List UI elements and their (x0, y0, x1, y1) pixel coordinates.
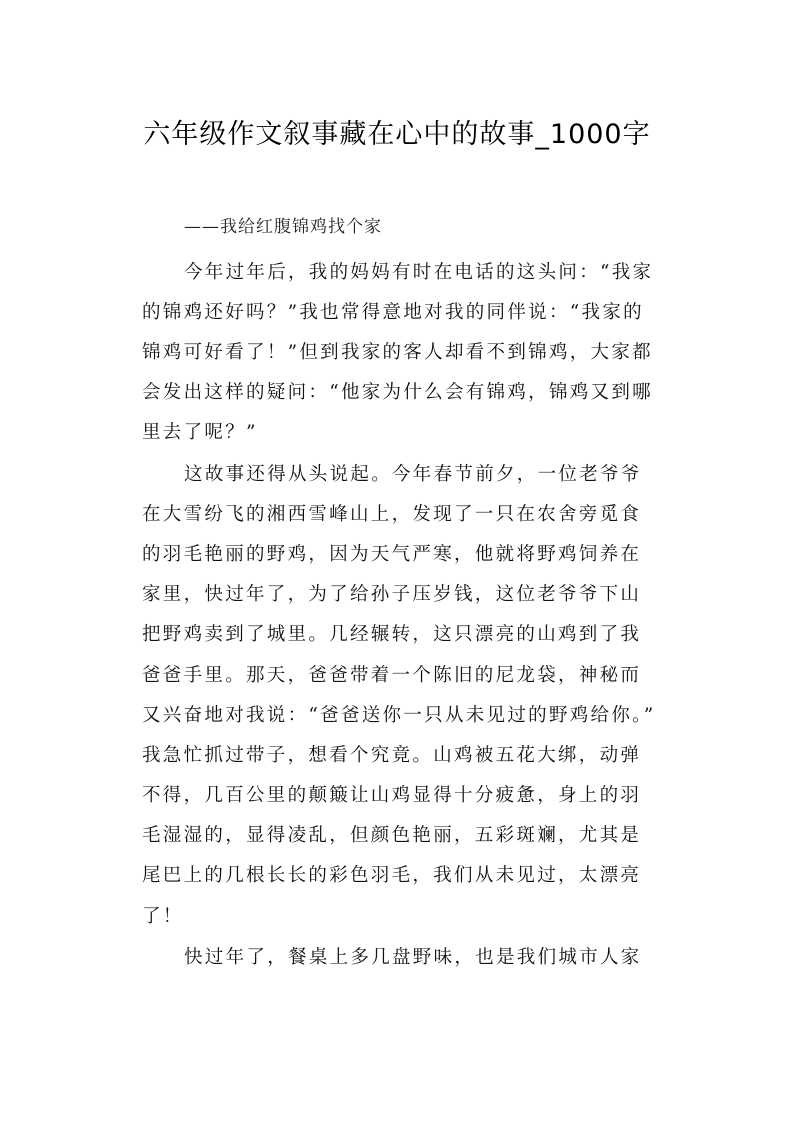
paragraph-line: 把野鸡卖到了城里。几经辗转，这只漂亮的山鸡到了我 (142, 624, 642, 645)
paragraph-line: 在大雪纷飞的湘西雪峰山上，发现了一只在农舍旁觅食 (142, 504, 642, 525)
paragraph-line: 的锦鸡还好吗？”我也常得意地对我的同伴说：“我家的 (142, 302, 644, 323)
paragraph-line: 尾巴上的几根长长的彩色羽毛，我们从未见过，太漂亮 (142, 865, 642, 886)
paragraph-line: 今年过年后，我的妈妈有时在电话的这头问：“我家 (184, 262, 654, 283)
paragraph-line: 快过年了，餐桌上多几盘野味，也是我们城市人家 (184, 947, 642, 968)
paragraph-line: 了！ (142, 906, 184, 927)
paragraph-line: 里去了呢？” (142, 422, 258, 443)
paragraph-line: 会发出这样的疑问：“他家为什么会有锦鸡，锦鸡又到哪 (142, 382, 653, 403)
paragraph-line: 不得，几百公里的颠簸让山鸡显得十分疲惫，身上的羽 (142, 785, 642, 806)
paragraph-line: 锦鸡可好看了！”但到我家的客人却看不到锦鸡，大家都 (142, 342, 653, 363)
paragraph-line: 的羽毛艳丽的野鸡，因为天气严寒，他就将野鸡饲养在 (142, 544, 642, 565)
paragraph-line: 又兴奋地对我说：“爸爸送你一只从未见过的野鸡给你。” (142, 705, 656, 726)
paragraph-line: 我急忙抓过带子，想看个究竟。山鸡被五花大绑，动弹 (142, 745, 642, 766)
paragraph-line: 这故事还得从头说起。今年春节前夕，一位老爷爷 (184, 464, 642, 485)
document-subtitle: ——我给红腹锦鸡找个家 (184, 217, 382, 237)
paragraph-line: 爸爸手里。那天，爸爸带着一个陈旧的尼龙袋，神秘而 (142, 665, 642, 686)
paragraph-line: 毛湿湿的，显得凌乱，但颜色艳丽，五彩斑斓，尤其是 (142, 825, 642, 846)
paragraph-line: 家里，快过年了，为了给孙子压岁钱，这位老爷爷下山 (142, 584, 642, 605)
document-title: 六年级作文叙事藏在心中的故事_1000字 (143, 119, 651, 150)
